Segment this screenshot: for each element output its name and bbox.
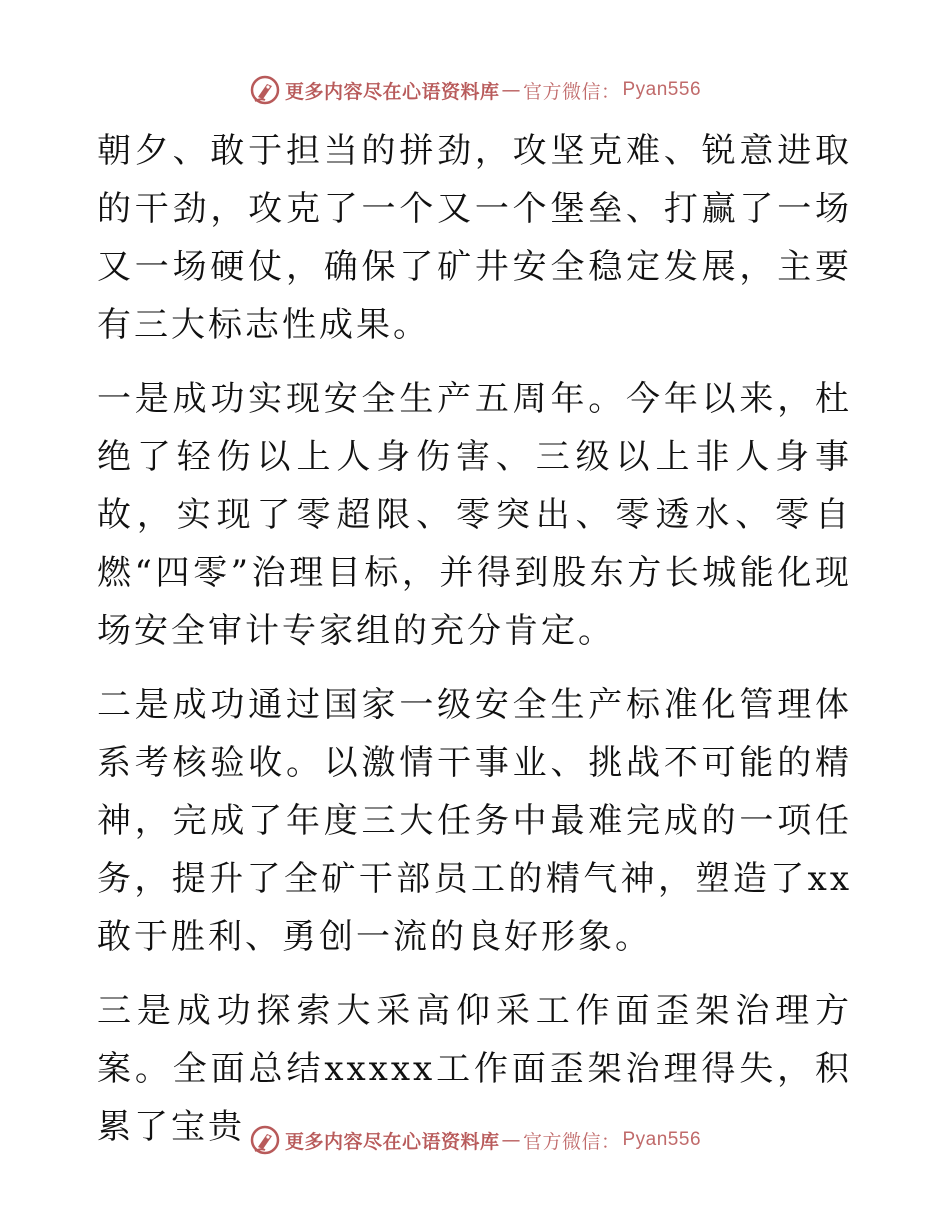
paragraph-achievement-1: 一是成功实现安全生产五周年。今年以来，杜绝了轻伤以上人身伤害、三级以上非人身事故，实现了零超限、零突出、零透水、零自燃“四零”治理目标，并得到股东方长城能化现场安全审计专家组的充分肯定。 — [97, 379, 852, 651]
watermark-label: 官方微信： — [522, 1130, 621, 1153]
watermark-label: 官方微信： — [522, 80, 621, 103]
header-watermark — [0, 70, 950, 110]
paragraph-achievement-2: 二是成功通过国家一级安全生产标准化管理体系考核验收。以激情干事业、挑战不可能的精神，完成了年度三大任务中最难完成的一项任务，提升了全矿干部员工的精气神，塑造了xx敢于胜利、勇创一流的良好形象。 — [97, 685, 852, 957]
watermark-main-text: 更多内容尽在心语资料库 — [284, 1130, 500, 1153]
paragraph-intro: 朝夕、敢于担当的拼劲，攻坚克难、锐意进取的干劲，攻克了一个又一个堡垒、打赢了一场又一场硬仗，确保了矿井安全稳定发展，主要有三大标志性成果。 — [97, 131, 852, 345]
footer-watermark — [0, 1120, 950, 1160]
watermark-separator: — — [501, 1129, 521, 1151]
watermark-separator: — — [501, 79, 521, 101]
paragraph-achievement-3: 三是成功探索大采高仰采工作面歪架治理方案。全面总结xxxxx工作面歪架治理得失，积累了宝贵 — [97, 991, 852, 1147]
watermark-wechat-id: Pyan556 — [622, 1129, 702, 1150]
pen-nib-logo-icon — [249, 1124, 281, 1156]
watermark-wechat-id: Pyan556 — [622, 79, 702, 100]
document-body — [97, 122, 852, 1156]
pen-nib-logo-icon — [249, 74, 281, 106]
watermark-main-text: 更多内容尽在心语资料库 — [284, 80, 500, 103]
